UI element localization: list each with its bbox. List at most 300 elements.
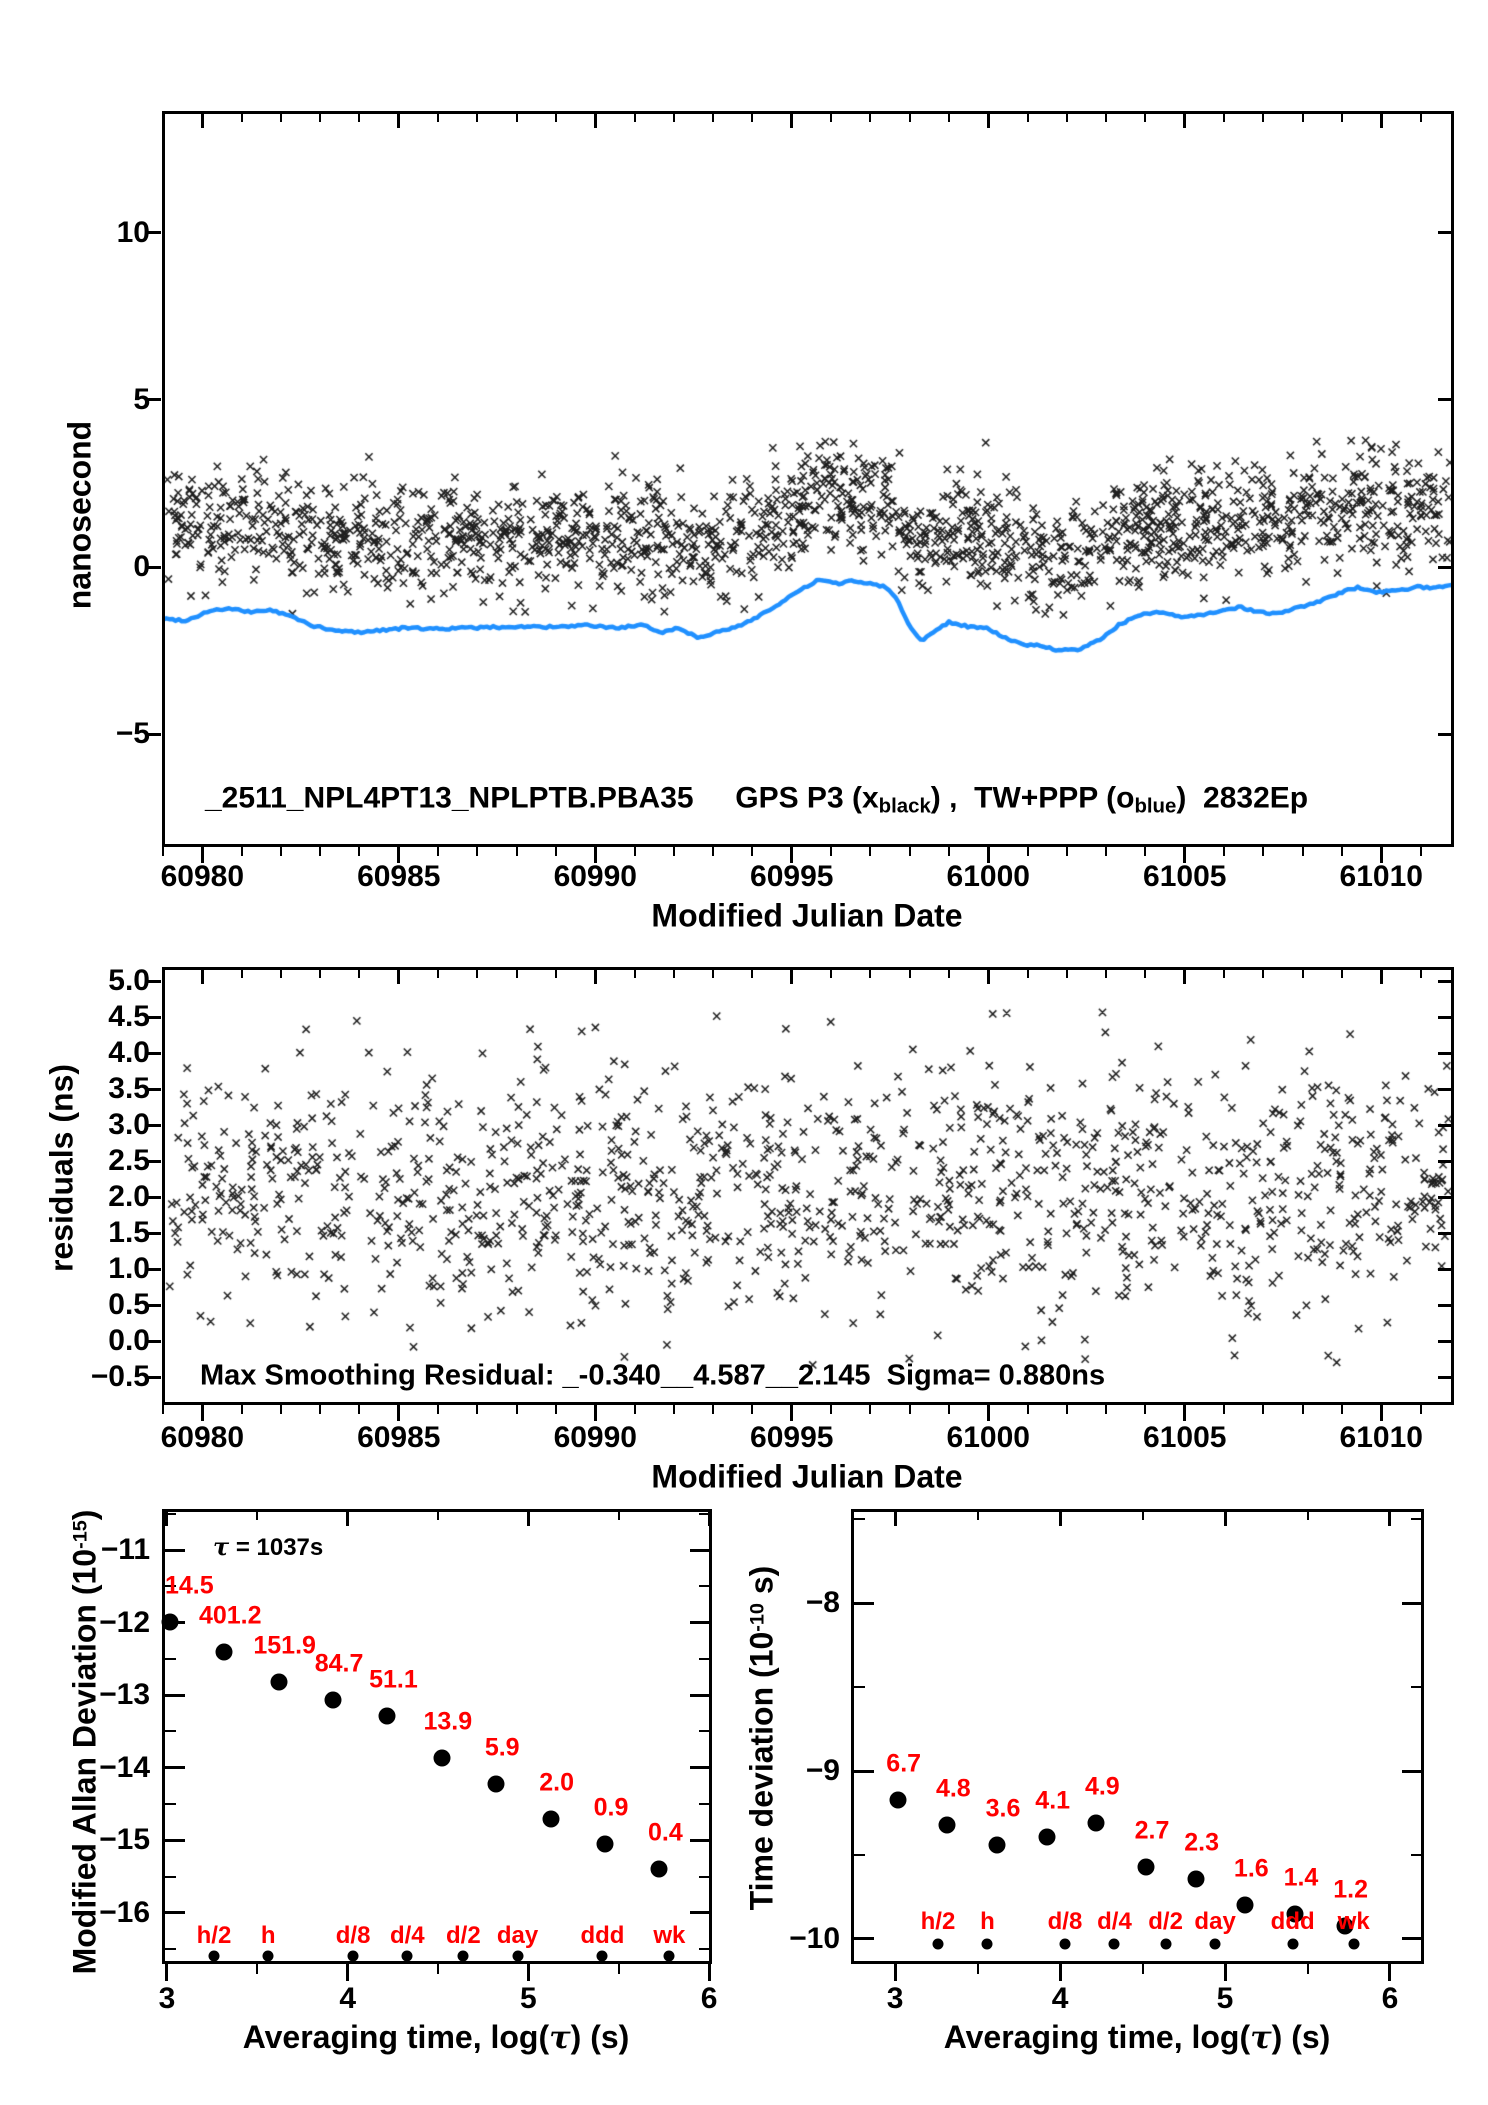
y-tick-label: −10 [789,1921,840,1955]
y-minor-tick-right [699,1658,710,1660]
x-minor-tick [437,1964,439,1974]
residuals-x-axis-title: Modified Julian Date [651,1458,963,1495]
x-minor-tick-top [977,1512,979,1520]
x-tick-label: 6 [1381,1982,1399,2015]
y-major-tick-right [1438,1304,1452,1307]
y-major-tick [165,1839,185,1842]
y-tick-label: 5.0 [108,964,150,998]
tdev-tau-tick-label: h/2 [920,1908,956,1936]
x-major-tick-top [527,1512,530,1526]
mdev-tau-tick-label: h/2 [196,1922,232,1950]
x-minor-tick [555,847,557,856]
x-minor-tick-top [673,114,675,122]
x-minor-tick [673,847,675,856]
mdev-data-point [488,1776,505,1793]
x-major-tick-top [1183,114,1186,128]
x-major-tick [527,1964,530,1981]
x-major-tick-top [1380,114,1383,128]
x-minor-tick-top [1144,114,1146,122]
x-major-tick [594,1405,597,1421]
x-minor-tick-top [909,970,911,978]
x-minor-tick-top [256,1512,258,1520]
x-minor-tick [280,1405,282,1414]
x-minor-tick-top [1341,970,1343,978]
x-minor-tick-top [751,970,753,978]
x-minor-tick [1105,1405,1107,1414]
x-minor-tick [1302,1405,1304,1414]
y-minor-tick-right [699,1948,710,1950]
mdev-tau-tick-label: d/8 [335,1922,371,1950]
x-tick-label: 61010 [1339,1421,1423,1454]
x-tick-label: 61000 [946,1421,1030,1454]
y-tick-label: 5 [133,382,150,416]
x-major-tick [1388,1964,1391,1981]
y-tick-label: −0.5 [90,1360,150,1393]
x-minor-tick-top [1223,114,1225,122]
y-major-tick [165,1549,185,1552]
tdev-data-point [1137,1858,1154,1875]
text-segment: τ [549,2018,571,2056]
y-major-tick-right [1438,980,1452,983]
x-minor-tick-top [1262,114,1264,122]
tdev-tau-tick-label: ddd [1270,1908,1315,1936]
x-tick-label: 61000 [946,860,1030,893]
x-minor-tick [1420,847,1422,856]
x-minor-tick [909,847,911,856]
x-major-tick-top [397,970,400,984]
y-minor-tick [165,1658,176,1660]
x-minor-tick-top [241,114,243,122]
mdev-x-axis-title: Averaging time, log(τ) (s) [242,2018,630,2056]
x-major-tick [201,1405,204,1421]
x-major-tick-top [790,114,793,128]
y-minor-tick-right [699,1585,710,1587]
x-minor-tick [1142,1964,1144,1974]
mdev-tau-tick-dot [208,1950,219,1961]
x-minor-tick [751,1405,753,1414]
x-minor-tick-top [948,114,950,122]
tdev-tau-tick-dot [1210,1939,1221,1950]
residuals-y-axis-title: residuals (ns) [43,1063,80,1273]
x-minor-tick-top [1307,1512,1309,1520]
tdev-tau-tick-label: d/2 [1148,1908,1183,1936]
x-minor-tick [869,1405,871,1414]
y-tick-label: −14 [99,1750,150,1784]
mdev-tau-tick-label: ddd [580,1922,625,1950]
mdev-tau-annotation: τ = 1037s [213,1532,324,1561]
y-tick-label: −11 [100,1533,150,1566]
x-minor-tick [751,847,753,856]
y-minor-tick [165,1730,176,1732]
y-tick-label: −16 [99,1895,150,1929]
mdev-tau-tick-dot [348,1950,359,1961]
y-tick-label: −12 [99,1605,150,1639]
y-major-tick-right [1438,566,1452,569]
x-minor-tick-top [1027,114,1029,122]
y-tick-label: −8 [805,1586,840,1620]
y-major-tick [854,1937,874,1940]
x-tick-label: 60985 [357,860,441,893]
tdev-data-point [939,1816,956,1833]
y-major-tick-right [1438,231,1452,234]
x-minor-tick [673,1405,675,1414]
y-major-tick-right [690,1621,710,1624]
y-major-tick-right [1438,398,1452,401]
x-minor-tick-top [476,114,478,122]
x-minor-tick-top [437,1512,439,1520]
tdev-value-label: 3.6 [985,1794,1021,1823]
y-minor-tick [165,1803,176,1805]
x-minor-tick-top [1066,970,1068,978]
y-tick-label: −9 [805,1754,840,1788]
y-major-tick-right [690,1911,710,1914]
x-minor-tick-top [1066,114,1068,122]
y-tick-label: −13 [99,1678,150,1712]
mdev-tau-tick-dot [402,1950,413,1961]
tdev-value-label: 1.6 [1233,1854,1269,1883]
x-tick-label: 60985 [357,1421,441,1454]
y-minor-tick-right [699,1803,710,1805]
mdev-value-label: 5.9 [484,1733,520,1762]
y-major-tick-right [1402,1602,1422,1605]
x-tick-label: 3 [886,1982,904,2015]
x-minor-tick-top [948,970,950,978]
mdev-data-point [542,1810,559,1827]
x-minor-tick [1223,847,1225,856]
x-minor-tick-top [241,970,243,978]
x-major-tick-top [987,114,990,128]
x-minor-tick [358,1405,360,1414]
mdev-tau-tick-label: d/2 [445,1922,481,1950]
x-minor-tick [634,1405,636,1414]
x-major-tick [790,1405,793,1421]
mdev-value-label: 13.9 [423,1707,473,1736]
x-minor-tick [1262,1405,1264,1414]
tdev-tau-tick-dot [1109,1939,1120,1950]
mdev-data-point [325,1692,342,1709]
x-tick-label: 60995 [750,1421,834,1454]
x-minor-tick [162,847,164,856]
x-major-tick-top [894,1512,897,1526]
x-major-tick [1224,1964,1227,1981]
mdev-tau-tick-label: h [260,1922,276,1950]
tdev-tau-tick-label: day [1194,1908,1236,1936]
y-minor-tick [854,1518,865,1520]
tdev-value-label: 4.1 [1035,1786,1071,1815]
x-minor-tick [1307,1964,1309,1974]
x-minor-tick-top [909,114,911,122]
tdev-value-label: 4.9 [1084,1772,1120,1801]
mdev-data-point [651,1861,668,1878]
y-major-tick [165,1694,185,1697]
y-minor-tick [165,1876,176,1878]
y-major-tick-right [1402,1937,1422,1940]
tdev-value-label: 6.7 [886,1749,922,1778]
x-tick-label: 5 [1216,1982,1234,2015]
text-segment: black [878,795,931,818]
x-minor-tick [358,847,360,856]
x-minor-tick-top [1223,970,1225,978]
x-minor-tick-top [673,970,675,978]
x-minor-tick-top [437,114,439,122]
y-tick-label: 10 [116,215,150,249]
mdev-value-label: 2.0 [539,1768,574,1797]
x-minor-tick [1027,847,1029,856]
tdev-tau-tick-label: d/8 [1047,1908,1083,1936]
tdev-tau-tick-dot [982,1939,993,1950]
mdev-value-label: 151.9 [253,1631,316,1660]
y-minor-tick [854,1854,865,1856]
y-tick-label: 4.0 [108,1036,150,1070]
x-major-tick-top [594,970,597,984]
mdev-data-point [379,1708,396,1725]
x-minor-tick-top [358,970,360,978]
y-tick-label: 0.0 [108,1324,150,1357]
residuals-scatter-canvas [163,968,1452,1403]
y-tick-label: 2.0 [108,1180,150,1214]
x-minor-tick-top [1341,114,1343,122]
x-minor-tick-top [280,114,282,122]
y-major-tick-right [1438,1376,1452,1379]
x-minor-tick-top [319,970,321,978]
y-major-tick [165,1911,185,1914]
y-major-tick-right [1438,1340,1452,1343]
x-major-tick [987,1405,990,1421]
x-minor-tick [1105,847,1107,856]
mdev-tau-tick-dot [664,1950,675,1961]
x-minor-tick-top [712,970,714,978]
x-minor-tick [516,847,518,856]
gps-y-axis-title: nanosecond [61,420,98,610]
x-minor-tick [977,1964,979,1974]
y-minor-tick [165,1948,176,1950]
y-tick-label: 1.0 [108,1252,150,1285]
x-minor-tick [476,847,478,856]
y-tick-label: −5 [115,717,150,751]
x-minor-tick [437,1405,439,1414]
tdev-tau-tick-dot [1160,1939,1171,1950]
tdev-tau-tick-dot [932,1939,943,1950]
x-minor-tick-top [476,970,478,978]
y-tick-label: 2.5 [108,1144,150,1178]
x-tick-label: 61005 [1143,860,1227,893]
mdev-panel-border [162,1509,712,1964]
mdev-tau-tick-dot [458,1950,469,1961]
text-segment: blue [1134,795,1177,818]
x-minor-tick-top [830,970,832,978]
y-minor-tick-right [699,1513,710,1515]
x-minor-tick [1341,1405,1343,1414]
x-minor-tick-top [1144,970,1146,978]
x-minor-tick-top [1302,970,1304,978]
mdev-data-point [270,1674,287,1691]
y-tick-label: 3.5 [108,1072,150,1106]
y-major-tick-right [1438,1088,1452,1091]
y-tick-label: 4.5 [108,1000,150,1034]
y-minor-tick-right [1411,1518,1422,1520]
y-minor-tick-right [699,1730,710,1732]
x-tick-label: 60980 [160,860,245,893]
x-minor-tick-top [162,970,164,978]
y-minor-tick-right [1411,1854,1422,1856]
tdev-tau-tick-label: d/4 [1097,1908,1132,1936]
x-minor-tick [319,847,321,856]
y-major-tick-right [690,1549,710,1552]
y-major-tick-right [1438,1124,1452,1127]
x-minor-tick [1262,847,1264,856]
x-major-tick-top [1183,970,1186,984]
x-minor-tick [712,1405,714,1414]
tdev-tau-tick-dot [1348,1939,1359,1950]
x-minor-tick [909,1405,911,1414]
x-tick-label: 6 [700,1982,718,2015]
mdev-tau-tick-dot [597,1950,608,1961]
x-tick-label: 61010 [1339,860,1423,893]
tdev-data-point [989,1836,1006,1853]
y-major-tick-right [690,1766,710,1769]
y-major-tick-right [1438,1016,1452,1019]
tdev-data-point [1088,1815,1105,1832]
x-minor-tick [712,847,714,856]
x-minor-tick-top [319,114,321,122]
x-minor-tick [869,847,871,856]
x-minor-tick-top [1420,114,1422,122]
mdev-data-point [433,1749,450,1766]
x-minor-tick [241,847,243,856]
x-minor-tick [1302,847,1304,856]
tdev-data-point [1038,1828,1055,1845]
y-tick-label: 0 [133,550,150,584]
x-major-tick-top [790,970,793,984]
y-major-tick-right [1438,1052,1452,1055]
x-major-tick-top [201,114,204,128]
y-major-tick [854,1770,874,1773]
y-major-tick-right [1438,1232,1452,1235]
x-major-tick [397,1405,400,1421]
mdev-tau-tick-label: d/4 [389,1922,425,1950]
gps-inline-title: _2511_NPL4PT13_NPLPTB.PBA35 GPS P3 (xblack) , TW+PPP (oblue) 2832Ep [205,781,1309,818]
y-major-tick-right [1438,1160,1452,1163]
y-minor-tick [854,1686,865,1688]
x-minor-tick [437,847,439,856]
x-minor-tick [634,847,636,856]
x-minor-tick [241,1405,243,1414]
x-tick-label: 61005 [1143,1421,1227,1454]
mdev-tau-tick-label: day [496,1922,539,1950]
x-minor-tick [1066,847,1068,856]
x-minor-tick [948,1405,950,1414]
y-major-tick [165,1766,185,1769]
x-major-tick [894,1964,897,1981]
mdev-tau-tick-dot [263,1950,274,1961]
y-minor-tick [165,1513,176,1515]
tdev-x-axis-title: Averaging time, log(τ) (s) [943,2018,1331,2056]
text-segment: τ [213,1532,230,1561]
x-minor-tick [280,847,282,856]
y-major-tick-right [690,1694,710,1697]
x-minor-tick-top [634,970,636,978]
y-major-tick-right [690,1839,710,1842]
mdev-value-label: 0.9 [593,1793,629,1822]
x-minor-tick [1420,1405,1422,1414]
mdev-value-label: 401.2 [198,1601,262,1630]
mdev-tau-tick-label: wk [653,1922,686,1950]
tdev-tau-tick-label: h [980,1908,995,1936]
y-major-tick [854,1602,874,1605]
x-minor-tick [476,1405,478,1414]
tdev-value-label: 1.2 [1333,1875,1369,1904]
x-minor-tick [618,1964,620,1974]
x-tick-label: 60990 [553,860,637,893]
gps-x-axis-title: Modified Julian Date [651,897,963,934]
x-minor-tick-top [516,970,518,978]
mdev-tau-tick-dot [512,1950,523,1961]
y-tick-label: −15 [99,1823,150,1857]
x-tick-label: 4 [1051,1982,1069,2015]
y-major-tick-right [1438,733,1452,736]
tdev-data-point [1237,1897,1254,1914]
tdev-y-axis-title: Time deviation ($10^{-10}$ s) [743,1565,780,1911]
tdev-value-label: 4.8 [935,1774,971,1803]
x-minor-tick [162,1405,164,1414]
y-minor-tick-right [699,1876,710,1878]
x-minor-tick [1027,1405,1029,1414]
x-major-tick-top [1224,1512,1227,1526]
x-minor-tick [1223,1405,1225,1414]
x-major-tick-top [987,970,990,984]
x-major-tick-top [594,114,597,128]
x-minor-tick-top [869,114,871,122]
x-minor-tick [319,1405,321,1414]
x-tick-label: 5 [520,1982,537,2015]
y-tick-label: 3.0 [108,1108,150,1142]
x-minor-tick [1341,847,1343,856]
x-major-tick [708,1964,711,1981]
mdev-y-axis-title: Modified Allan Deviation $(10^{-15})$ [66,1509,103,1975]
x-minor-tick-top [1420,970,1422,978]
x-minor-tick-top [555,970,557,978]
x-tick-label: 3 [158,1982,176,2015]
x-major-tick-top [346,1512,349,1526]
x-major-tick-top [201,970,204,984]
y-major-tick-right [1438,1268,1452,1271]
mdev-data-point [597,1836,614,1853]
x-minor-tick [830,1405,832,1414]
mdev-value-label: 14.5 [164,1571,214,1600]
x-minor-tick-top [358,114,360,122]
x-minor-tick [1144,1405,1146,1414]
x-major-tick-top [397,114,400,128]
mdev-data-point [216,1643,233,1660]
x-minor-tick [830,847,832,856]
text-segment: -10 [746,1603,769,1632]
mdev-value-label: 0.4 [648,1818,683,1847]
x-minor-tick-top [437,970,439,978]
text-segment: τ [1250,2018,1272,2056]
tdev-tau-tick-dot [1059,1939,1070,1950]
x-tick-label: 60990 [553,1421,637,1454]
max-smoothing-residual-annotation: Max Smoothing Residual: _-0.340__4.587__2.145 Sigma= 0.880ns [200,1359,1106,1392]
x-minor-tick-top [1142,1512,1144,1520]
tdev-data-point [1187,1870,1204,1887]
x-minor-tick-top [1027,970,1029,978]
x-major-tick [165,1964,168,1981]
text-segment: -15 [69,1520,92,1549]
x-minor-tick [256,1964,258,1974]
mdev-value-label: 84.7 [314,1649,364,1678]
x-minor-tick-top [751,114,753,122]
x-minor-tick-top [618,1512,620,1520]
